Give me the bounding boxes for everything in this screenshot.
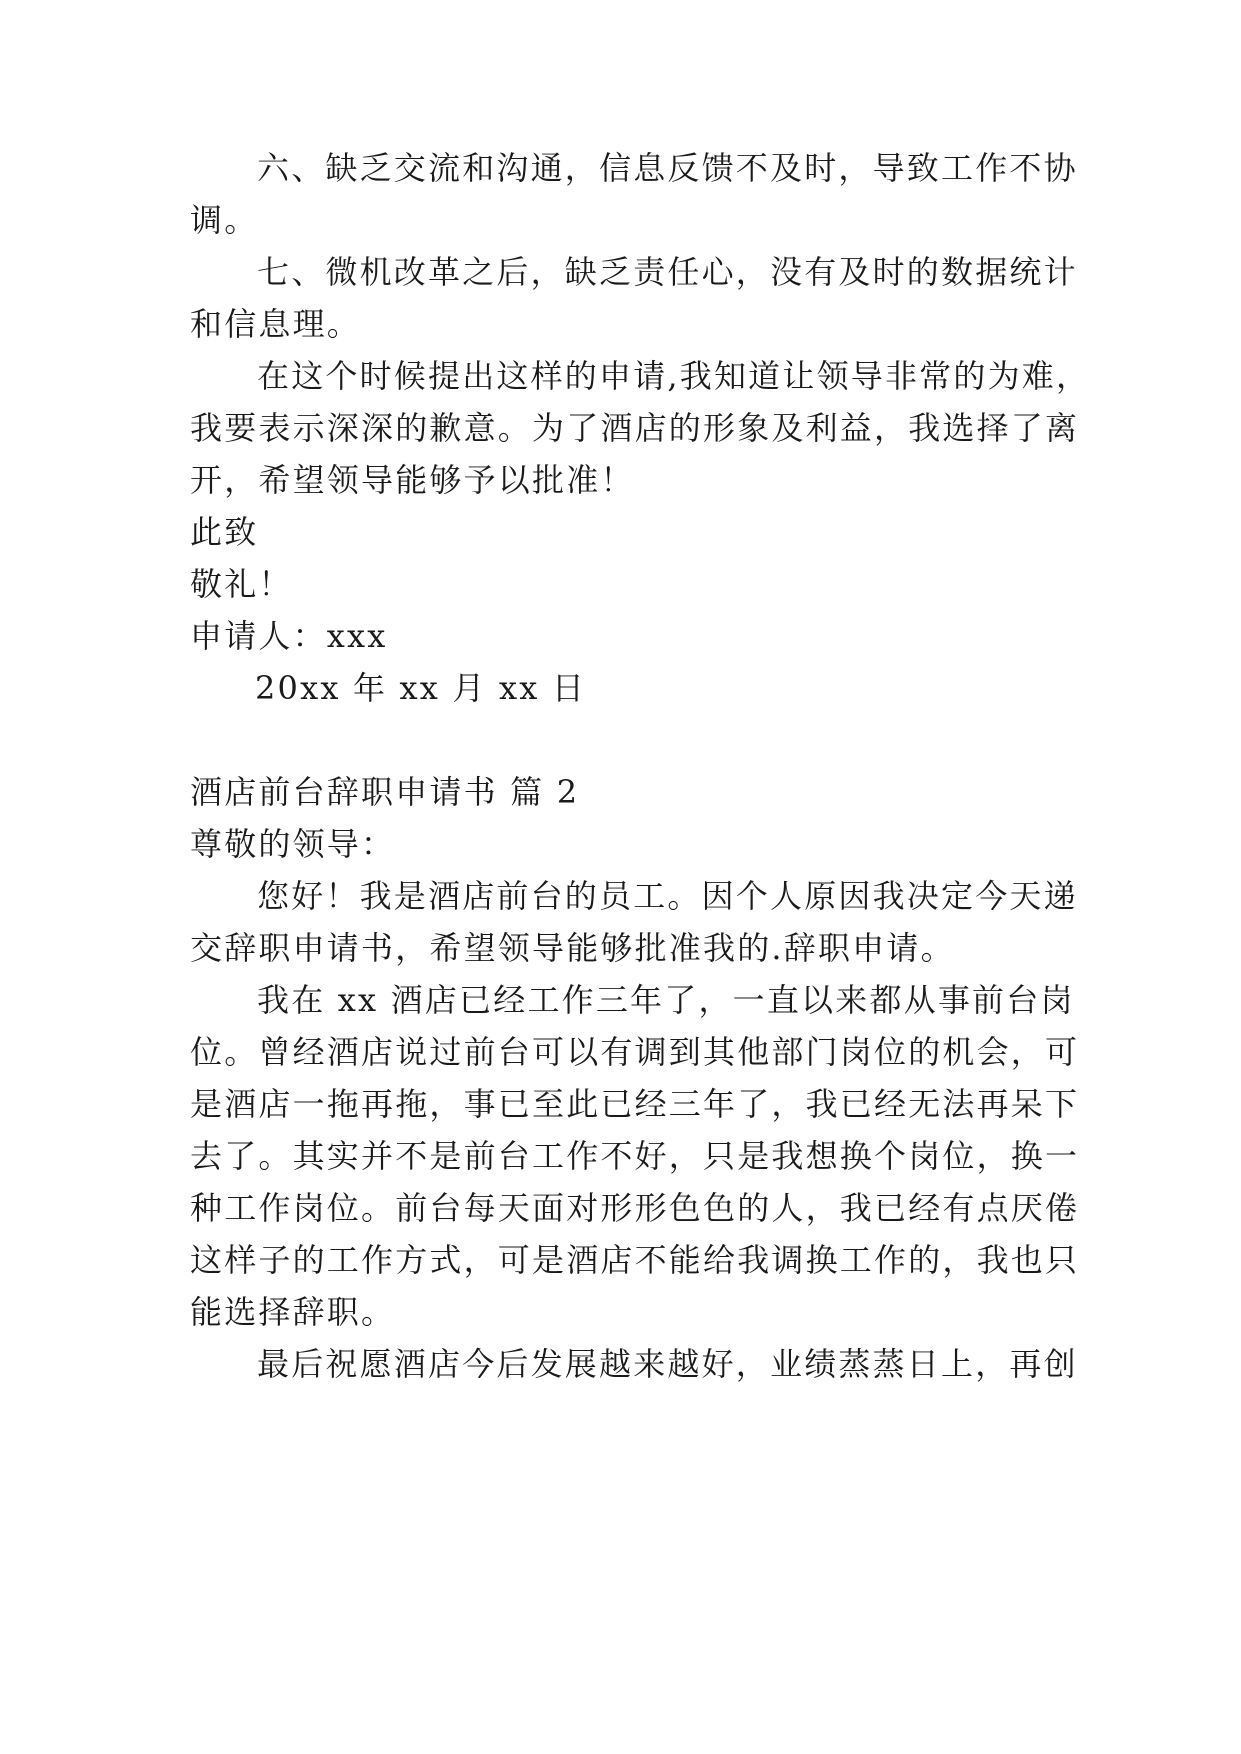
item-7-line-1: 七、微机改革之后，缺乏责任心，没有及时的数据统计 [257, 253, 1078, 291]
paragraph-2-line-3: 是酒店一拖再拖，事已至此已经三年了，我已经无法再呆下 [190, 1085, 1080, 1123]
closing-paragraph-line-2: 我要表示深深的歉意。为了酒店的形象及利益，我选择了离 [190, 409, 1080, 447]
date-line: 20xx 年 xx 月 xx 日 [255, 669, 587, 707]
paragraph-2-line-2: 位。曾经酒店说过前台可以有调到其他部门岗位的机会，可 [190, 1033, 1080, 1071]
paragraph-1-line-1: 您好！我是酒店前台的员工。因个人原因我决定今天递 [257, 877, 1078, 915]
salutation-line-1: 此致 [190, 513, 259, 551]
paragraph-2-line-6: 这样子的工作方式，可是酒店不能给我调换工作的，我也只 [190, 1241, 1080, 1279]
paragraph-3-line-1: 最后祝愿酒店今后发展越来越好，业绩蒸蒸日上，再创 [257, 1345, 1078, 1383]
applicant-signature: 申请人：xxx [190, 617, 388, 655]
paragraph-2-line-4: 去了。其实并不是前台工作不好，只是我想换个岗位，换一 [190, 1137, 1080, 1175]
section-title: 酒店前台辞职申请书 篇 2 [190, 773, 580, 811]
paragraph-2-line-7: 能选择辞职。 [190, 1293, 396, 1331]
item-6-line-2: 调。 [190, 201, 259, 239]
salutation-line-2: 敬礼！ [190, 565, 293, 603]
item-7-line-2: 和信息理。 [190, 305, 362, 343]
greeting: 尊敬的领导： [190, 825, 396, 863]
paragraph-2-line-1: 我在 xx 酒店已经工作三年了，一直以来都从事前台岗 [257, 981, 1075, 1019]
paragraph-2-line-5: 种工作岗位。前台每天面对形形色色的人，我已经有点厌倦 [190, 1189, 1080, 1227]
closing-paragraph-line-3: 开，希望领导能够予以批准！ [190, 461, 635, 499]
closing-paragraph-line-1: 在这个时候提出这样的申请,我知道让领导非常的为难， [257, 357, 1091, 395]
paragraph-1-line-2: 交辞职申请书，希望领导能够批准我的.辞职申请。 [190, 929, 955, 967]
item-6-line-1: 六、缺乏交流和沟通，信息反馈不及时，导致工作不协 [257, 149, 1078, 187]
